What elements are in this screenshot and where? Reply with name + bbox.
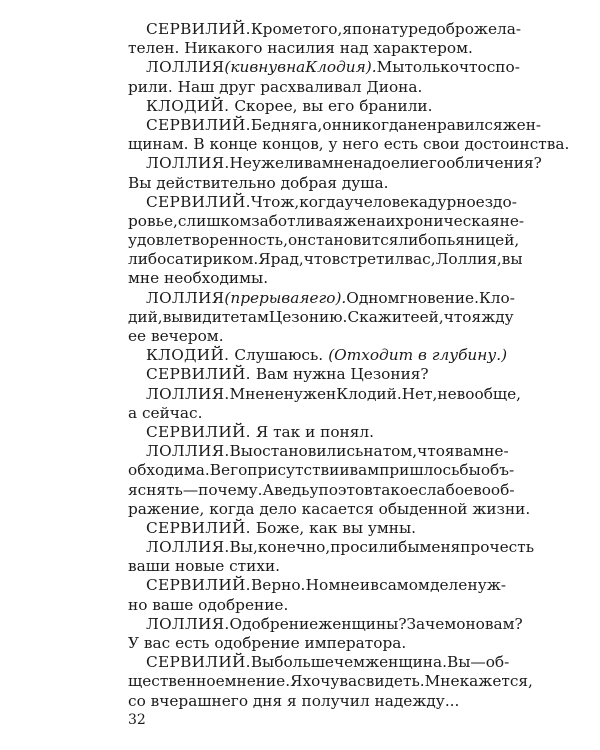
- line-text: и: [359, 576, 371, 595]
- line-text: обходима.: [128, 461, 210, 480]
- line-text: вам?: [484, 614, 523, 633]
- line-text: Я: [290, 672, 303, 691]
- speaker-name: ЛОЛЛИЯ.: [146, 384, 230, 403]
- line-text: —: [470, 653, 486, 672]
- line-text: дий,: [128, 307, 163, 326]
- line-text: не: [407, 115, 427, 134]
- speaker-name: ЛОЛЛИЯ.: [146, 154, 230, 173]
- line-text: объ-: [480, 461, 515, 480]
- line-text: не: [437, 384, 457, 403]
- line-text: только: [404, 58, 459, 77]
- line-text: там: [239, 307, 269, 326]
- text-line: [128, 576, 506, 595]
- line-text: —: [182, 480, 199, 499]
- line-text: В: [209, 461, 222, 480]
- line-text: Неужели: [229, 154, 304, 173]
- line-text: женщина.: [365, 653, 447, 672]
- text-line: [128, 519, 506, 538]
- line-text: либо: [128, 250, 167, 269]
- speaker-name: СЕРВИЛИЙ.: [146, 20, 251, 38]
- text-line: [128, 346, 506, 365]
- speaker-name: СЕРВИЛИЙ.: [146, 576, 251, 595]
- line-text: Я так и понял.: [255, 422, 374, 441]
- line-text: нуж-: [467, 576, 506, 595]
- text-line: [128, 39, 506, 58]
- line-text: Одобрение: [229, 614, 319, 633]
- speaker-name: СЕРВИЛИЙ.: [146, 192, 251, 211]
- line-text: Мы: [376, 58, 405, 77]
- line-text: пришлось: [379, 461, 460, 480]
- line-text: А: [262, 480, 275, 499]
- line-text: нужен: [283, 384, 337, 403]
- line-text: Вы: [250, 653, 275, 672]
- line-text: вообще,: [456, 384, 522, 403]
- line-text: об-: [485, 653, 510, 672]
- text-line: [128, 78, 506, 97]
- line-text: рили. Наш друг расхваливал Диона.: [128, 77, 423, 96]
- line-text: Кроме: [250, 20, 303, 38]
- line-text: что: [417, 442, 445, 461]
- stage-direction: (прерывая: [224, 288, 310, 307]
- line-text: У вас есть одобрение императора.: [128, 634, 407, 652]
- line-text: деле: [430, 576, 468, 595]
- line-text: вас: [339, 672, 366, 691]
- line-text: Клодий.: [336, 384, 402, 403]
- line-text: жду: [481, 307, 514, 326]
- text-line: [128, 692, 506, 711]
- line-text: Скажите: [347, 307, 420, 326]
- line-text: видеть.: [365, 672, 425, 691]
- line-text: Лоллия,: [435, 250, 502, 269]
- text-line: [128, 58, 520, 77]
- text-line: [128, 557, 506, 576]
- line-text: присутствии: [247, 461, 350, 480]
- line-text: жен-: [502, 115, 542, 134]
- line-text: мгновение.: [387, 288, 479, 307]
- speaker-name: СЕРВИЛИЙ.: [146, 518, 251, 537]
- line-text: не-: [484, 442, 509, 461]
- text-line: [128, 192, 517, 212]
- line-text: обличения?: [446, 154, 542, 173]
- line-text: спо-: [486, 58, 520, 77]
- text-line: [128, 384, 522, 404]
- line-text: ровье,: [128, 211, 178, 230]
- line-text: я: [444, 442, 455, 461]
- stage-direction: на: [286, 58, 306, 77]
- line-text: Слушаюсь.: [234, 346, 324, 365]
- line-text: он: [287, 231, 308, 250]
- line-text: удовлетворенность,: [128, 231, 288, 250]
- text-line: [128, 20, 522, 39]
- line-text: у: [309, 480, 319, 499]
- line-text: но ваше одобрение.: [128, 595, 289, 614]
- line-text: кажется,: [459, 672, 533, 691]
- line-text: вам: [303, 154, 334, 173]
- line-text: что: [303, 250, 332, 269]
- line-text: хочу: [302, 672, 340, 691]
- line-text: жена: [342, 211, 386, 230]
- line-text: Вы: [229, 442, 253, 461]
- line-text: ведь: [274, 480, 310, 499]
- line-text: встретил: [331, 250, 405, 269]
- line-text: его: [221, 461, 248, 480]
- line-text: мне: [328, 576, 360, 595]
- line-text: становится: [307, 231, 399, 250]
- stage-direction: его).: [309, 288, 347, 307]
- line-text: по: [352, 20, 372, 38]
- line-text: пьяницей,: [436, 231, 520, 250]
- line-text: у: [344, 192, 354, 211]
- line-text: вам: [349, 461, 380, 480]
- line-text: никогда: [341, 115, 408, 134]
- line-text: либо: [398, 231, 437, 250]
- line-text: надоели: [352, 154, 420, 173]
- line-text: Верно.: [251, 576, 306, 595]
- line-text: ее вечером.: [128, 327, 224, 345]
- line-text: Но: [305, 576, 329, 595]
- text-line: [128, 480, 515, 500]
- speaker-name: ЛОЛЛИЯ.: [146, 442, 230, 461]
- line-text: его: [419, 154, 447, 173]
- line-text: Вы: [446, 653, 471, 672]
- line-text: щественное: [128, 672, 225, 691]
- line-text: меня: [419, 538, 461, 557]
- text-line: [128, 211, 525, 231]
- text-line: [128, 499, 531, 519]
- line-text: прочесть: [460, 538, 535, 557]
- text-line: [128, 614, 523, 634]
- line-text: человека: [353, 192, 429, 211]
- line-text: он: [322, 115, 342, 134]
- line-text: здо-: [484, 192, 517, 211]
- line-text: Вы,: [229, 538, 258, 557]
- speaker-name: ЛОЛЛИЯ: [146, 58, 225, 77]
- speaker-name: КЛОДИЙ.: [146, 346, 230, 365]
- text-line: [128, 135, 570, 154]
- line-text: доброжела-: [427, 20, 522, 38]
- line-text: в: [370, 576, 379, 595]
- line-text: не: [264, 384, 284, 403]
- line-text: рад,: [270, 250, 304, 269]
- line-text: мне необходимы.: [128, 269, 269, 288]
- line-text: не-: [499, 211, 525, 230]
- text-line: [128, 269, 506, 288]
- line-text: я: [471, 307, 482, 326]
- line-text: такое: [372, 480, 419, 499]
- line-text: бы: [459, 461, 481, 480]
- text-line: [128, 404, 506, 423]
- text-line: [128, 154, 542, 173]
- line-text: Кло-: [478, 288, 515, 307]
- speaker-name: СЕРВИЛИЙ.: [146, 422, 251, 441]
- line-text: Что: [250, 192, 281, 211]
- speaker-name: СЕРВИЛИЙ.: [146, 365, 251, 384]
- text-line: [128, 672, 533, 691]
- text-line: [128, 442, 509, 461]
- line-text: когда: [299, 192, 345, 211]
- line-text: щинам. В конце концов, у него есть свои достоинства.: [128, 135, 570, 154]
- text-line: [128, 538, 535, 557]
- text-line: [128, 596, 506, 615]
- line-text: конечно,: [257, 538, 331, 557]
- line-text: Мне: [229, 384, 265, 403]
- line-text: что: [443, 307, 472, 326]
- line-text: вы: [501, 250, 523, 269]
- line-text: просили: [330, 538, 399, 557]
- text-line: [128, 174, 506, 193]
- line-text: не: [333, 154, 353, 173]
- stage-direction: (Отходит в глубину.): [328, 346, 508, 365]
- line-text: самом: [379, 576, 430, 595]
- line-text: Цезонию.: [268, 307, 348, 326]
- speaker-name: ЛОЛЛИЯ.: [146, 614, 230, 633]
- page-number: 32: [128, 712, 146, 728]
- line-text: вы: [162, 307, 184, 326]
- line-text: нравился: [426, 115, 503, 134]
- speaker-name: СЕРВИЛИЙ.: [146, 115, 251, 134]
- line-text: Вам нужна Цезония?: [255, 365, 429, 384]
- text-line: [128, 307, 514, 327]
- speaker-name: КЛОДИЙ.: [146, 96, 230, 115]
- line-text: чем: [333, 653, 366, 672]
- line-text: ваши новые стихи.: [128, 557, 281, 576]
- text-line: [128, 634, 506, 653]
- line-text: вас,: [404, 250, 436, 269]
- line-text: дурное: [428, 192, 485, 211]
- line-text: ражение, когда дело касается обыденной жизни.: [128, 499, 531, 518]
- line-text: вам: [454, 442, 485, 461]
- line-text: ей,: [419, 307, 444, 326]
- line-text: заботливая: [251, 211, 343, 230]
- line-text: слишком: [177, 211, 252, 230]
- text-line: [128, 423, 506, 442]
- line-text: натуре: [371, 20, 428, 38]
- line-text: я: [342, 20, 353, 38]
- text-line: [128, 97, 506, 116]
- speaker-name: СЕРВИЛИЙ.: [146, 653, 251, 672]
- line-text: видите: [183, 307, 240, 326]
- line-text: Вы действительно добрая душа.: [128, 173, 389, 192]
- line-text: Зачем: [406, 614, 457, 633]
- line-text: том,: [382, 442, 418, 461]
- text-line: [128, 288, 515, 308]
- line-text: Мне: [424, 672, 460, 691]
- dialogue-text: [128, 20, 570, 711]
- line-text: Скорее, вы его бранили.: [234, 96, 433, 115]
- line-text: мнение.: [224, 672, 291, 691]
- line-text: остановились: [252, 442, 364, 461]
- stage-direction: Клодия).: [305, 58, 377, 77]
- line-text: и: [385, 211, 396, 230]
- line-text: на: [363, 442, 383, 461]
- line-text: со вчерашнего дня я получил надежду...: [128, 691, 460, 710]
- line-text: почему.: [198, 480, 263, 499]
- line-text: телен. Никакого насилия над характером.: [128, 39, 473, 58]
- speaker-name: ЛОЛЛИЯ: [146, 288, 225, 307]
- line-text: Нет,: [401, 384, 438, 403]
- text-line: [128, 115, 542, 135]
- text-line: [128, 653, 510, 672]
- text-line: [128, 461, 515, 480]
- line-text: поэтов: [318, 480, 373, 499]
- line-text: бы: [398, 538, 420, 557]
- line-text: вооб-: [473, 480, 515, 499]
- line-text: женщины?: [318, 614, 407, 633]
- line-text: что: [458, 58, 487, 77]
- line-text: Одно: [346, 288, 388, 307]
- text-line: [128, 327, 506, 346]
- line-text: оно: [456, 614, 485, 633]
- text-line: [128, 365, 506, 384]
- line-text: сатириком.: [166, 250, 259, 269]
- line-text: Боже, как вы умны.: [255, 518, 417, 537]
- line-text: больше: [274, 653, 334, 672]
- text-line: [128, 231, 520, 250]
- line-text: а сейчас.: [128, 403, 203, 422]
- stage-direction: (кивнув: [224, 58, 287, 77]
- line-text: яснять: [128, 480, 183, 499]
- text-line: [128, 250, 523, 269]
- line-text: Я: [258, 250, 271, 269]
- line-text: слабое: [418, 480, 474, 499]
- line-text: ж,: [280, 192, 300, 211]
- line-text: Бедняга,: [250, 115, 323, 134]
- line-text: хроническая: [395, 211, 500, 230]
- speaker-name: ЛОЛЛИЯ.: [146, 538, 230, 557]
- line-text: того,: [302, 20, 343, 38]
